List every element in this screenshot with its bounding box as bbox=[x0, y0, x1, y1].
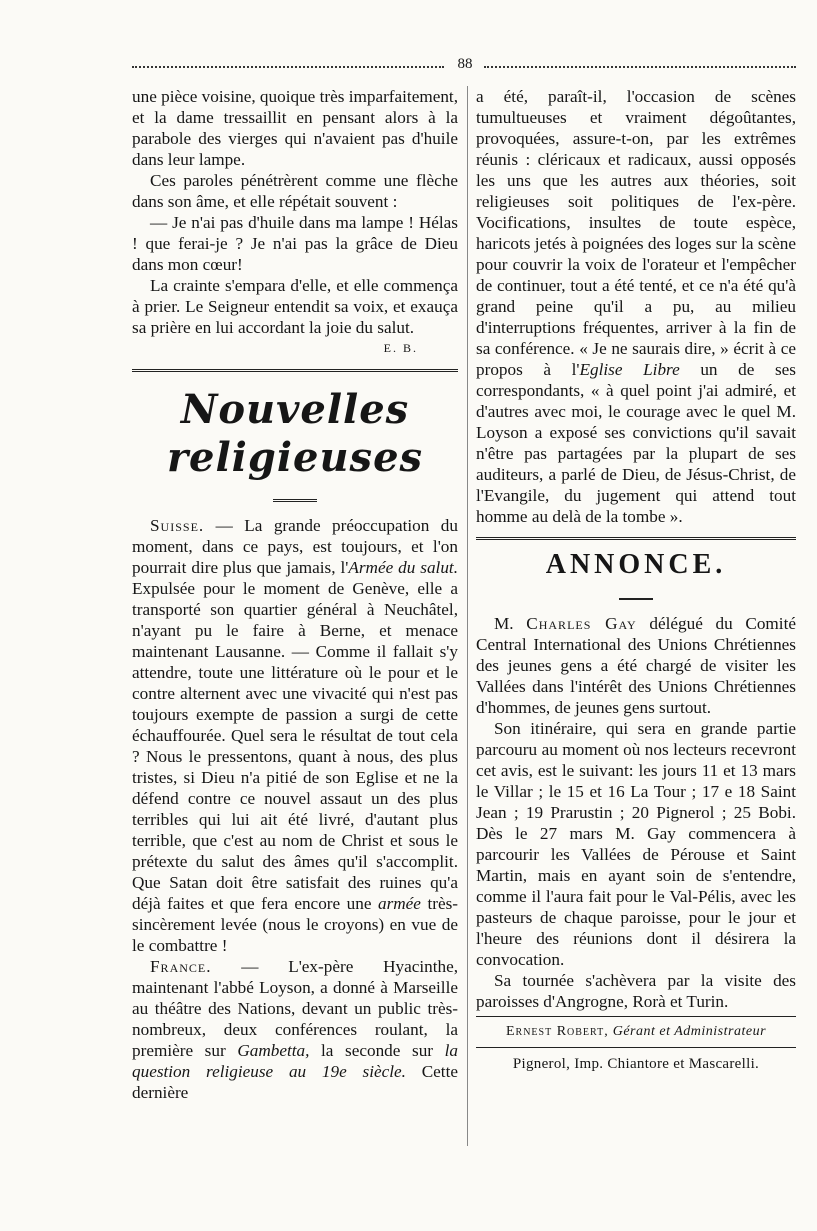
annonce-title: ANNONCE. bbox=[545, 549, 727, 580]
annonce-paragraph-2: Son itinéraire, qui sera en grande partie parcouru au moment où nos lecteurs recevront cet avis, est le suivant: les jours 11 et 13 mars le Villar ; le 15 et 16 La Tour ; 17 e 18 Saint Jean ; 19 Prarustin ; 20 Pignerol ; 25 Bobi. Dès le 27 mars M. Gay commencera à parcourir les Vallées de Pérouse et Saint Martin, mais en ayant soin de s'entendre, comme il l'aura fait pour le Val-Pélis, avec les pasteurs de chaque paroisse, pour le jour et l'heure des réunions dont il désirera la convocation. bbox=[476, 719, 796, 969]
france-italic-2: la question religieuse au 19e siècle. bbox=[132, 1041, 458, 1081]
france-cont-2: un de ses correspondants, « à quel point j'ai admiré, et d'autres avec moi, le courage avec le quel M. Loyson a exposé ses convictions qu'il savait n'être pas partagées par la plupart de ses auditeurs, a parlé de Dieu, de Jésus-Christ, de l'Evangile, du jugement qui attend tout homme au delà de la tombe ». bbox=[476, 360, 796, 526]
header-ornament-left bbox=[132, 66, 444, 68]
france-cont-italic: Eglise Libre bbox=[579, 360, 680, 379]
section-title: Nouvelles religieuses bbox=[166, 386, 424, 481]
france-cont-1: a été, paraît-il, l'occasion de scènes tumultueuses et vraiment dégoûtantes, provoquées, assure-t-on, par les extrêmes réunis : cléricaux et radicaux, aussi opposés les uns que les autres aux théories, soit religieuses soit politiques de l'ex-père. Vocifications, insultes de toute espèce, haricots jetés à poignées des loges sur la scène pour couvrir la voix de l'orateur et l'empêcher de continuer, tout a été tenté, et ce n'a été qu'à grand peine qu'il a pu, au milieu d'interruptions fréquentes, arriver à la fin de sa conférence. « Je ne saurais dire, » écrit à ce propos à l' bbox=[476, 87, 796, 379]
annonce-rule bbox=[476, 537, 796, 540]
suisse-italic: Armée du salut. bbox=[348, 558, 458, 577]
story-paragraph-3: — Je n'ai pas d'huile dans ma lampe ! Hélas ! que ferai-je ? Je n'ai pas la grâce de Dieu dans mon cœur! bbox=[132, 213, 458, 274]
story-paragraph-end: une pièce voisine, quoique très imparfaitement, et la dame tressaillit en pensant alors à la parabole des vierges qui n'avaient pas d'huile dans leur lampe. bbox=[132, 87, 458, 169]
column-divider bbox=[467, 86, 468, 1146]
story-paragraph-4: La crainte s'empara d'elle, et elle commença à prier. Le Seigneur entendit sa voix, et exauça sa prière en lui accordant la joie du salut. bbox=[132, 276, 458, 337]
page-number: 88 bbox=[457, 56, 473, 72]
france-paragraph bbox=[132, 956, 458, 1103]
annonce-paragraph-1 bbox=[476, 613, 796, 718]
france-label: France. bbox=[150, 957, 212, 976]
france-text-1: — L'ex-père Hyacinthe, maintenant l'abbé Loyson, a donné à Marseille au théâtre des Nations, devant un public très-nombreux, deux conférences roulant, la première sur bbox=[132, 957, 458, 1060]
annonce-ornament bbox=[476, 584, 796, 605]
suisse-italic-2: armée bbox=[377, 894, 421, 913]
france-text-2: la seconde sur bbox=[309, 1041, 445, 1060]
annonce-text-1: délégué du Comité Central International des Unions Chrétiennes des jeunes gens a été chargé de visiter les Vallées dans l'intérêt des Unions Chrétiennes d'hommes, de jeunes gens surtout. bbox=[476, 614, 796, 717]
gerant-title: Gérant et Administrateur bbox=[608, 1024, 767, 1039]
france-italic-1: Gambetta, bbox=[237, 1041, 310, 1060]
footer-rule-top bbox=[476, 1016, 796, 1017]
story-paragraph-2: Ces paroles pénétrèrent comme une flèche dans son âme, et elle répétait souvent : bbox=[132, 171, 458, 211]
suisse-text-2: Expulsée pour le moment de Genève, elle a transporté son quartier général à Neuchâtel, n'ayant pu le faire à Berne, et menace maintenant Lausanne. — Comme il fallait s'y attendre, toute une littérature où le pour et le contre alternent avec une vivacité qui n'est pas toujours exempte de passion a surgi de cette échauffourée. Quel sera le résultat de tout cela ? Nous le pressentons, quant à nous, des plus tristes, si Dieu n'a pitié de son Eglise et ne la défend contre ce nouvel assaut un des plus terribles qui lui ait été livré, d'autant plus terrible, que c'est au nom de Christ et sous le prétexte du salut des âmes qu'il s'accomplit. Que Satan doit être satisfait des ruines qu'a déjà faites et que fera encore une bbox=[132, 579, 458, 913]
france-text-3: Cette dernière bbox=[132, 1062, 458, 1102]
left-column bbox=[132, 86, 458, 1103]
suisse-label: Suisse. bbox=[150, 516, 205, 535]
right-column bbox=[476, 86, 796, 1076]
section-rule bbox=[132, 369, 458, 372]
gerant-line bbox=[476, 1021, 796, 1043]
printer-line: Pignerol, Imp. Chiantore et Mascarelli. bbox=[512, 1056, 760, 1072]
annonce-paragraph-3: Sa tournée s'achèvera par la visite des paroisses d'Angrogne, Rorà et Turin. bbox=[476, 971, 796, 1011]
title-ornament bbox=[132, 486, 458, 507]
suisse-paragraph bbox=[132, 515, 458, 956]
gerant-name: Ernest Robert, bbox=[505, 1024, 609, 1039]
story-signature: E. B. bbox=[383, 341, 418, 355]
suisse-text-3: très-sincèrement levée (nous le croyons) en vue de le combattre ! bbox=[132, 894, 458, 955]
france-continuation bbox=[476, 86, 796, 527]
annonce-prefix: M. bbox=[494, 614, 527, 633]
page-header bbox=[132, 56, 796, 76]
footer-rule-bottom bbox=[476, 1047, 796, 1048]
header-ornament-right bbox=[484, 66, 796, 68]
annonce-name: Charles Gay bbox=[526, 614, 637, 633]
suisse-text-1: — La grande préoccupation du moment, dans ce pays, est toujours, et l'on pourrait dire plus que jamais, l' bbox=[132, 516, 458, 577]
